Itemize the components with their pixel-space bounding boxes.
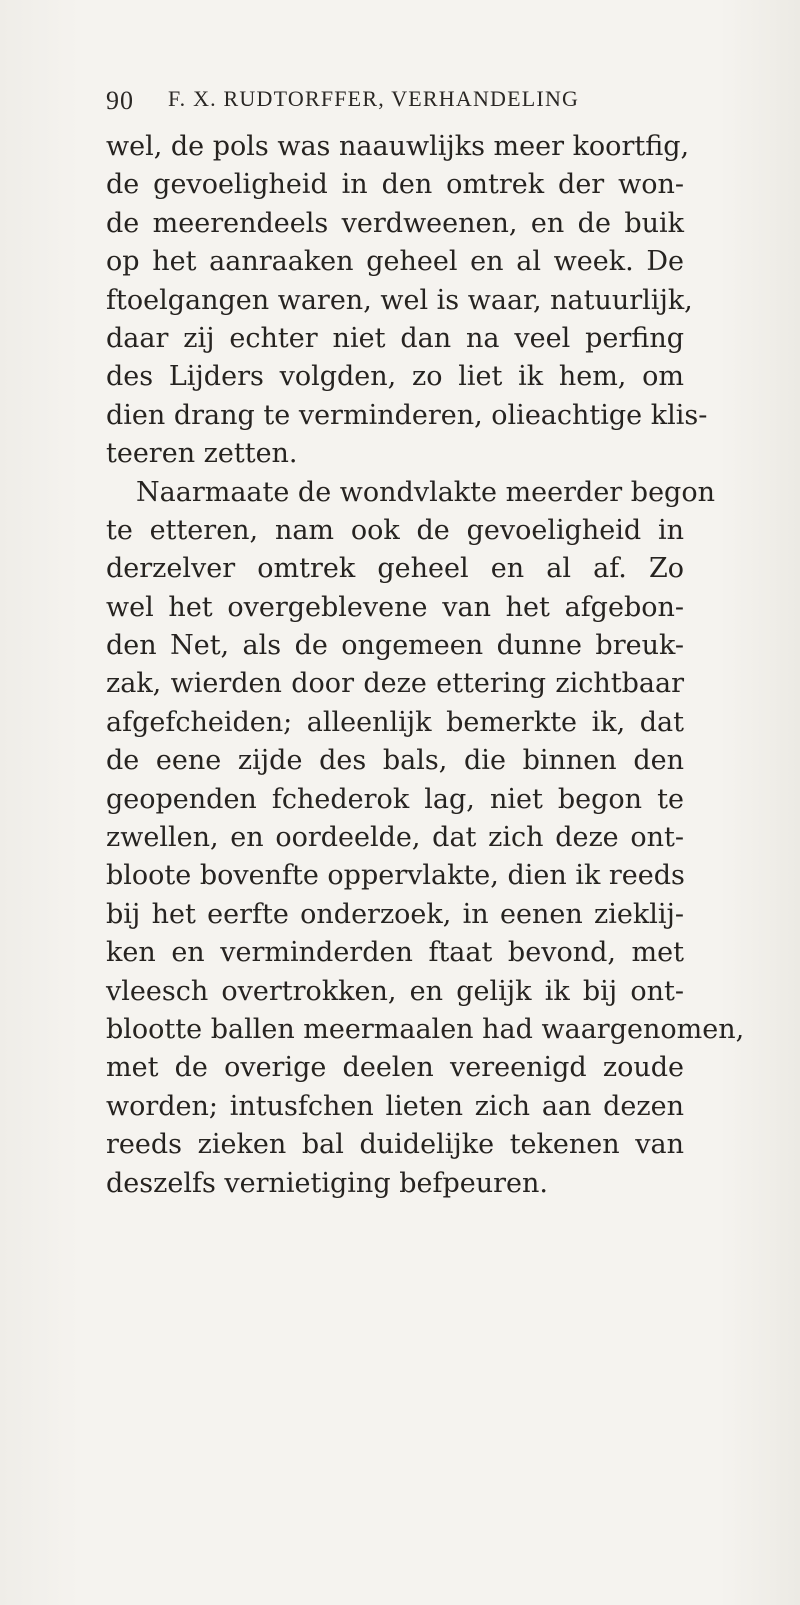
text-line: wel het overgeblevene van het afgebon- — [106, 591, 684, 623]
text-line: de meerendeels verdweenen, en de buik — [106, 207, 684, 239]
text-line: blootte ballen meermaalen had waargenomen, — [106, 1013, 745, 1045]
text-line: ftoelgangen waren, wel is waar, natuurlijk, — [106, 284, 693, 316]
running-title: F. X. RUDTORFFER, VERHANDELING — [168, 86, 580, 111]
text-line: zak, wierden door deze ettering zichtbaar — [106, 668, 684, 700]
text-line: reeds zieken bal duidelijke tekenen van — [106, 1129, 684, 1161]
text-line: afgefcheiden; alleenlijk bemerkte ik, dat — [106, 706, 684, 738]
text-line: deszelfs vernietiging befpeuren. — [106, 1167, 548, 1199]
text-line: den Net, als de ongemeen dunne breuk- — [106, 630, 684, 662]
running-head — [106, 86, 686, 120]
text-line: te etteren, nam ook de gevoeligheid in — [106, 514, 684, 546]
text-line: wel, de pols was naauwlijks meer koortfig, — [106, 131, 690, 162]
text-line: derzelver omtrek geheel en al af. Zo — [106, 553, 684, 585]
paragraph-1 — [106, 128, 708, 474]
text-line: met de overige deelen vereenigd zoude — [106, 1052, 684, 1084]
page-number: 90 — [106, 86, 134, 115]
text-line: Naarmaate de wondvlakte meerder begon — [136, 476, 715, 508]
text-line: teeren zetten. — [106, 438, 298, 470]
text-line: bloote bovenfte oppervlakte, dien ik reeds — [106, 860, 685, 892]
text-line: de gevoeligheid in den omtrek der won- — [106, 169, 684, 201]
text-line: worden; intusfchen lieten zich aan dezen — [106, 1090, 684, 1122]
text-line: bij het eerfte onderzoek, in eenen zieklij- — [106, 898, 684, 930]
body-text — [106, 128, 745, 1203]
text-line: dien drang te verminderen, olieachtige klis- — [106, 399, 708, 431]
text-line: op het aanraaken geheel en al week. De — [106, 246, 684, 278]
text-line: ken en verminderden ftaat bevond, met — [106, 937, 684, 969]
text-line: zwellen, en oordeelde, dat zich deze ont- — [106, 822, 684, 854]
paragraph-2 — [106, 474, 745, 1203]
text-line: geopenden fchederok lag, niet begon te — [106, 783, 684, 815]
text-line: daar zij echter niet dan na veel perfing — [106, 322, 684, 354]
text-line: vleesch overtrokken, en gelijk ik bij ont- — [106, 975, 684, 1007]
text-line: de eene zijde des bals, die binnen den — [106, 745, 684, 777]
text-line: des Lijders volgden, zo liet ik hem, om — [106, 361, 684, 393]
